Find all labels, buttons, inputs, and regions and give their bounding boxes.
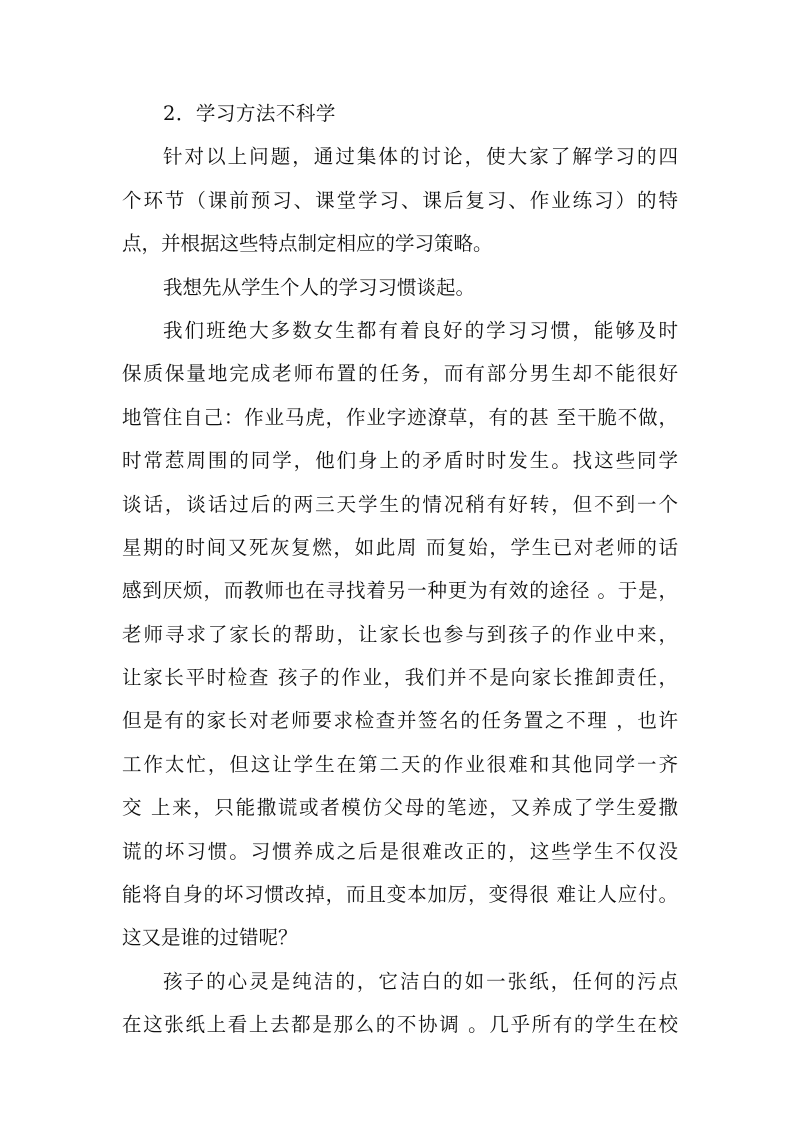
paragraph-line: 老师寻求了家长的帮助，让家长也参与到孩子的作业中来， <box>122 622 678 646</box>
paragraph-line: 点，并根据这些特点制定相应的学习策略。 <box>122 232 493 256</box>
paragraph-line: 但是有的家长对老师要求检查并签名的任务置之不理 ，也许 <box>122 709 678 733</box>
section-heading: 2．学习方法不科学 <box>163 102 336 125</box>
paragraph-line: 我想先从学生个人的学习习惯谈起。 <box>163 275 476 299</box>
paragraph-line: 能将自身的坏习惯改掉，而且变本加厉，变得很 难让人应付。 <box>122 883 678 907</box>
paragraph-line: 交 上来，只能撒谎或者模仿父母的笔迹，又养成了学生爱撒 <box>122 796 678 820</box>
body-text <box>122 92 678 1047</box>
paragraph-line: 针对以上问题，通过集体的讨论，使大家了解学习的四 <box>163 145 678 169</box>
paragraph-line: 保质保量地完成老师布置的任务，而有部分男生却不能很好 <box>122 362 678 386</box>
paragraph-line: 这又是谁的过错呢？ <box>122 926 298 950</box>
paragraph-line: 谈话，谈话过后的两三天学生的情况稍有好转，但不到一个 <box>122 492 678 516</box>
paragraph-line: 时常惹周围的同学，他们身上的矛盾时时发生。找这些同学 <box>122 449 678 473</box>
paragraph-line: 孩子的心灵是纯洁的，它洁白的如一张纸，任何的污点 <box>163 969 678 993</box>
paragraph-line: 感到厌烦，而教师也在寻找着另一种更为有效的途径 。于是， <box>122 579 678 603</box>
paragraph-line: 在这张纸上看上去都是那么的不协调 。几乎所有的学生在校 <box>122 1013 678 1037</box>
paragraph-line: 工作太忙，但这让学生在第二天的作业很难和其他同学一齐 <box>122 752 678 776</box>
paragraph-line: 星期的时间又死灰复燃，如此周 而复始，学生已对老师的话 <box>122 535 678 559</box>
paragraph-line: 地管住自己：作业马虎，作业字迹潦草，有的甚 至干脆不做， <box>122 405 678 429</box>
paragraph-line: 我们班绝大多数女生都有着良好的学习习惯，能够及时 <box>163 318 678 342</box>
paragraph-line: 让家长平时检查 孩子的作业，我们并不是向家长推卸责任， <box>122 666 678 690</box>
paragraph-line: 个环节（课前预习、课堂学习、课后复习、作业练习）的特 <box>122 188 678 212</box>
paragraph-line: 谎的坏习惯。习惯养成之后是很难改正的，这些学生不仅没 <box>122 839 678 863</box>
